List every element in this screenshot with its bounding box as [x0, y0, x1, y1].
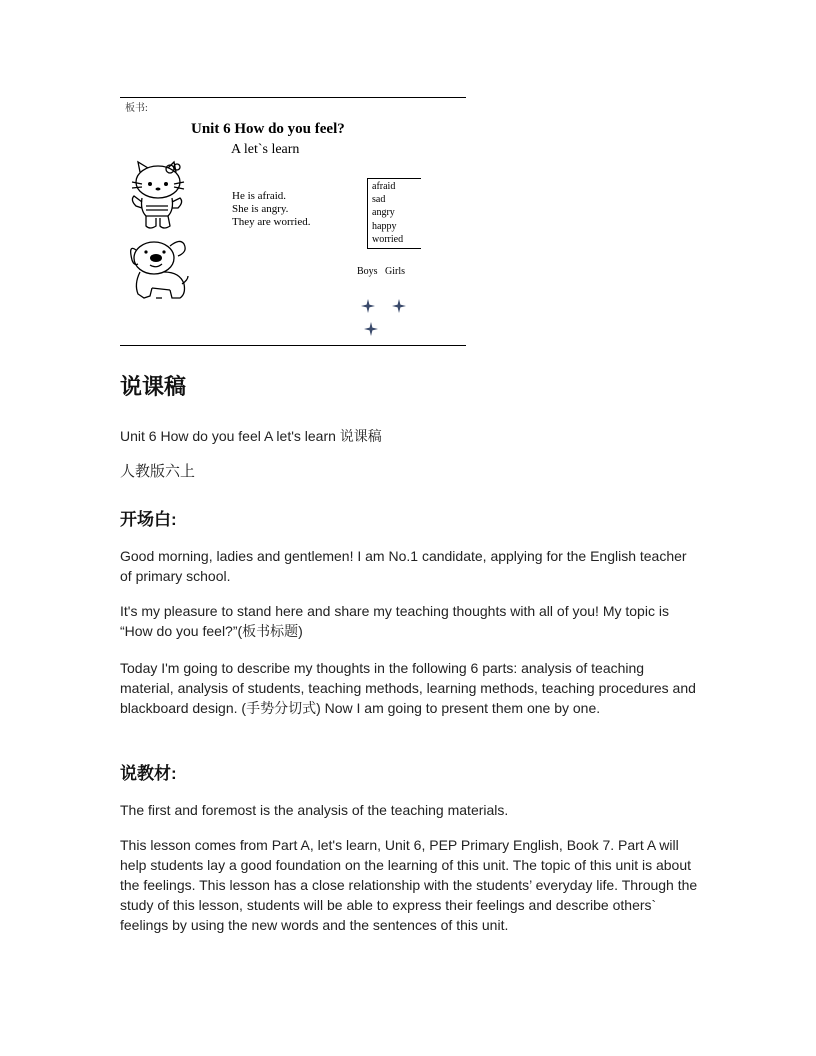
- boys-girls-label: Boys Girls: [357, 266, 406, 277]
- sentence-line: She is angry.: [232, 203, 289, 215]
- blackboard-subtitle: A let`s learn: [231, 142, 300, 157]
- word-item: happy: [372, 220, 397, 232]
- star-icon: [392, 299, 406, 313]
- word-item: sad: [372, 194, 386, 206]
- section-heading-opening: 开场白:: [120, 510, 177, 529]
- sentence-line: They are worried.: [232, 216, 311, 228]
- word-item: angry: [372, 207, 395, 219]
- blackboard-sentences: [232, 190, 311, 229]
- blackboard-label: 板书:: [125, 103, 148, 114]
- dog-icon: [128, 236, 190, 302]
- paragraph: Good morning, ladies and gentlemen! I am No.1 candidate, applying for the English teacher of primary school.: [120, 548, 687, 584]
- paragraph: This lesson comes from Part A, let's learn, Unit 6, PEP Primary English, Book 7. Part A will help students lay a good foundation on the learning of this unit. The topic of this unit is about the feelings. This lesson has a close relationship with the students’ everyday life. Through the study of this lesson, students will be able to express their feelings and describe others` feelings by using the new words and the sentences of this unit.: [120, 837, 698, 933]
- paragraph: It's my pleasure to stand here and share my teaching thoughts with all of you! My topic is “How do you feel?”(板书标题): [120, 603, 669, 639]
- page-title: 说课稿: [120, 374, 187, 399]
- word-item: afraid: [372, 181, 396, 192]
- word-item: worried: [372, 233, 404, 245]
- doc-edition: 人教版六上: [120, 464, 196, 480]
- section-heading-materials: 说教材:: [120, 764, 177, 783]
- doc-subtitle: Unit 6 How do you feel A let's learn 说课稿: [120, 428, 382, 444]
- sentence-line: He is afraid.: [232, 190, 287, 202]
- word-list: [372, 180, 403, 246]
- star-icon: [364, 322, 378, 336]
- paragraph: The first and foremost is the analysis of the teaching materials.: [120, 802, 509, 818]
- paragraph: Today I'm going to describe my thoughts in the following 6 parts: analysis of teaching material, analysis of students, teaching methods, learning methods, teaching procedures and blackboard design. (手势分切式) Now I am going to present them one by one.: [120, 660, 696, 716]
- blackboard-bottom-border: [120, 345, 466, 346]
- star-icon: [361, 299, 375, 313]
- blackboard-title: Unit 6 How do you feel?: [191, 121, 345, 137]
- blackboard-top-border: [120, 97, 466, 98]
- hello-kitty-icon: [128, 160, 186, 232]
